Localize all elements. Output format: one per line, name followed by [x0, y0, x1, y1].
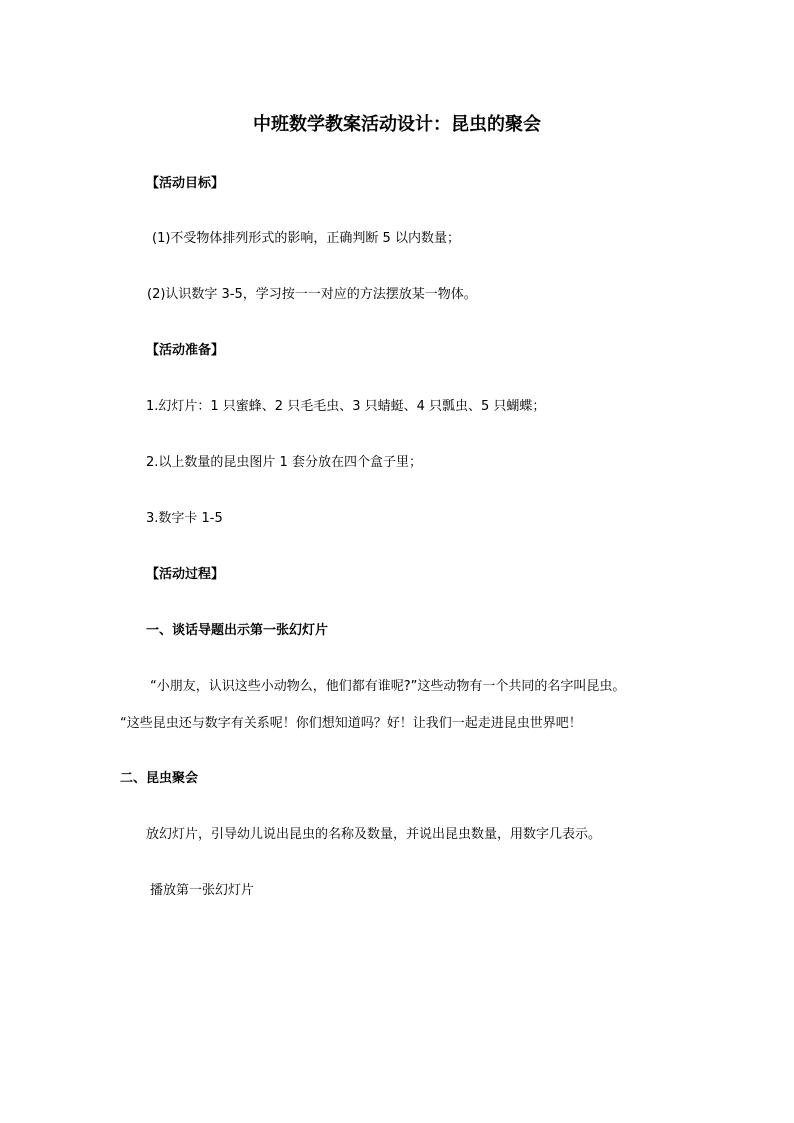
document-title: 中班数学教案活动设计：昆虫的聚会 — [253, 114, 541, 135]
goal-item-2: (2)认识数字 3-5，学习按一一对应的方法摆放某一物体。 — [147, 287, 477, 302]
preparation-heading: 【活动准备】 — [146, 343, 225, 358]
part2-paragraph: 放幻灯片，引导幼儿说出昆虫的名称及数量，并说出昆虫数量，用数字几表示。 — [146, 827, 602, 842]
goal-item-1: (1)不受物体排列形式的影响，正确判断 5 以内数量； — [152, 231, 460, 246]
part2-next-line: 播放第一张幻灯片 — [150, 883, 255, 898]
goals-heading: 【活动目标】 — [146, 176, 225, 191]
preparation-item-1: 1.幻灯片：1 只蜜蜂、2 只毛毛虫、3 只蜻蜓、4 只瓢虫、5 只蝴蝶； — [146, 399, 546, 414]
part1-paragraph-line2: “这些昆虫还与数字有关系呢！你们想知道吗？好！让我们一起走进昆虫世界吧！ — [120, 716, 582, 731]
part1-heading: 一、谈话导题出示第一张幻灯片 — [146, 623, 329, 638]
part2-heading: 二、昆虫聚会 — [120, 771, 199, 786]
part1-paragraph-line1: “小朋友，认识这些小动物么，他们都有谁呢?”这些动物有一个共同的名字叫昆虫。 — [150, 679, 626, 694]
preparation-item-3: 3.数字卡 1-5 — [146, 511, 223, 526]
preparation-item-2: 2.以上数量的昆虫图片 1 套分放在四个盒子里； — [146, 455, 422, 470]
process-heading: 【活动过程】 — [146, 567, 225, 582]
